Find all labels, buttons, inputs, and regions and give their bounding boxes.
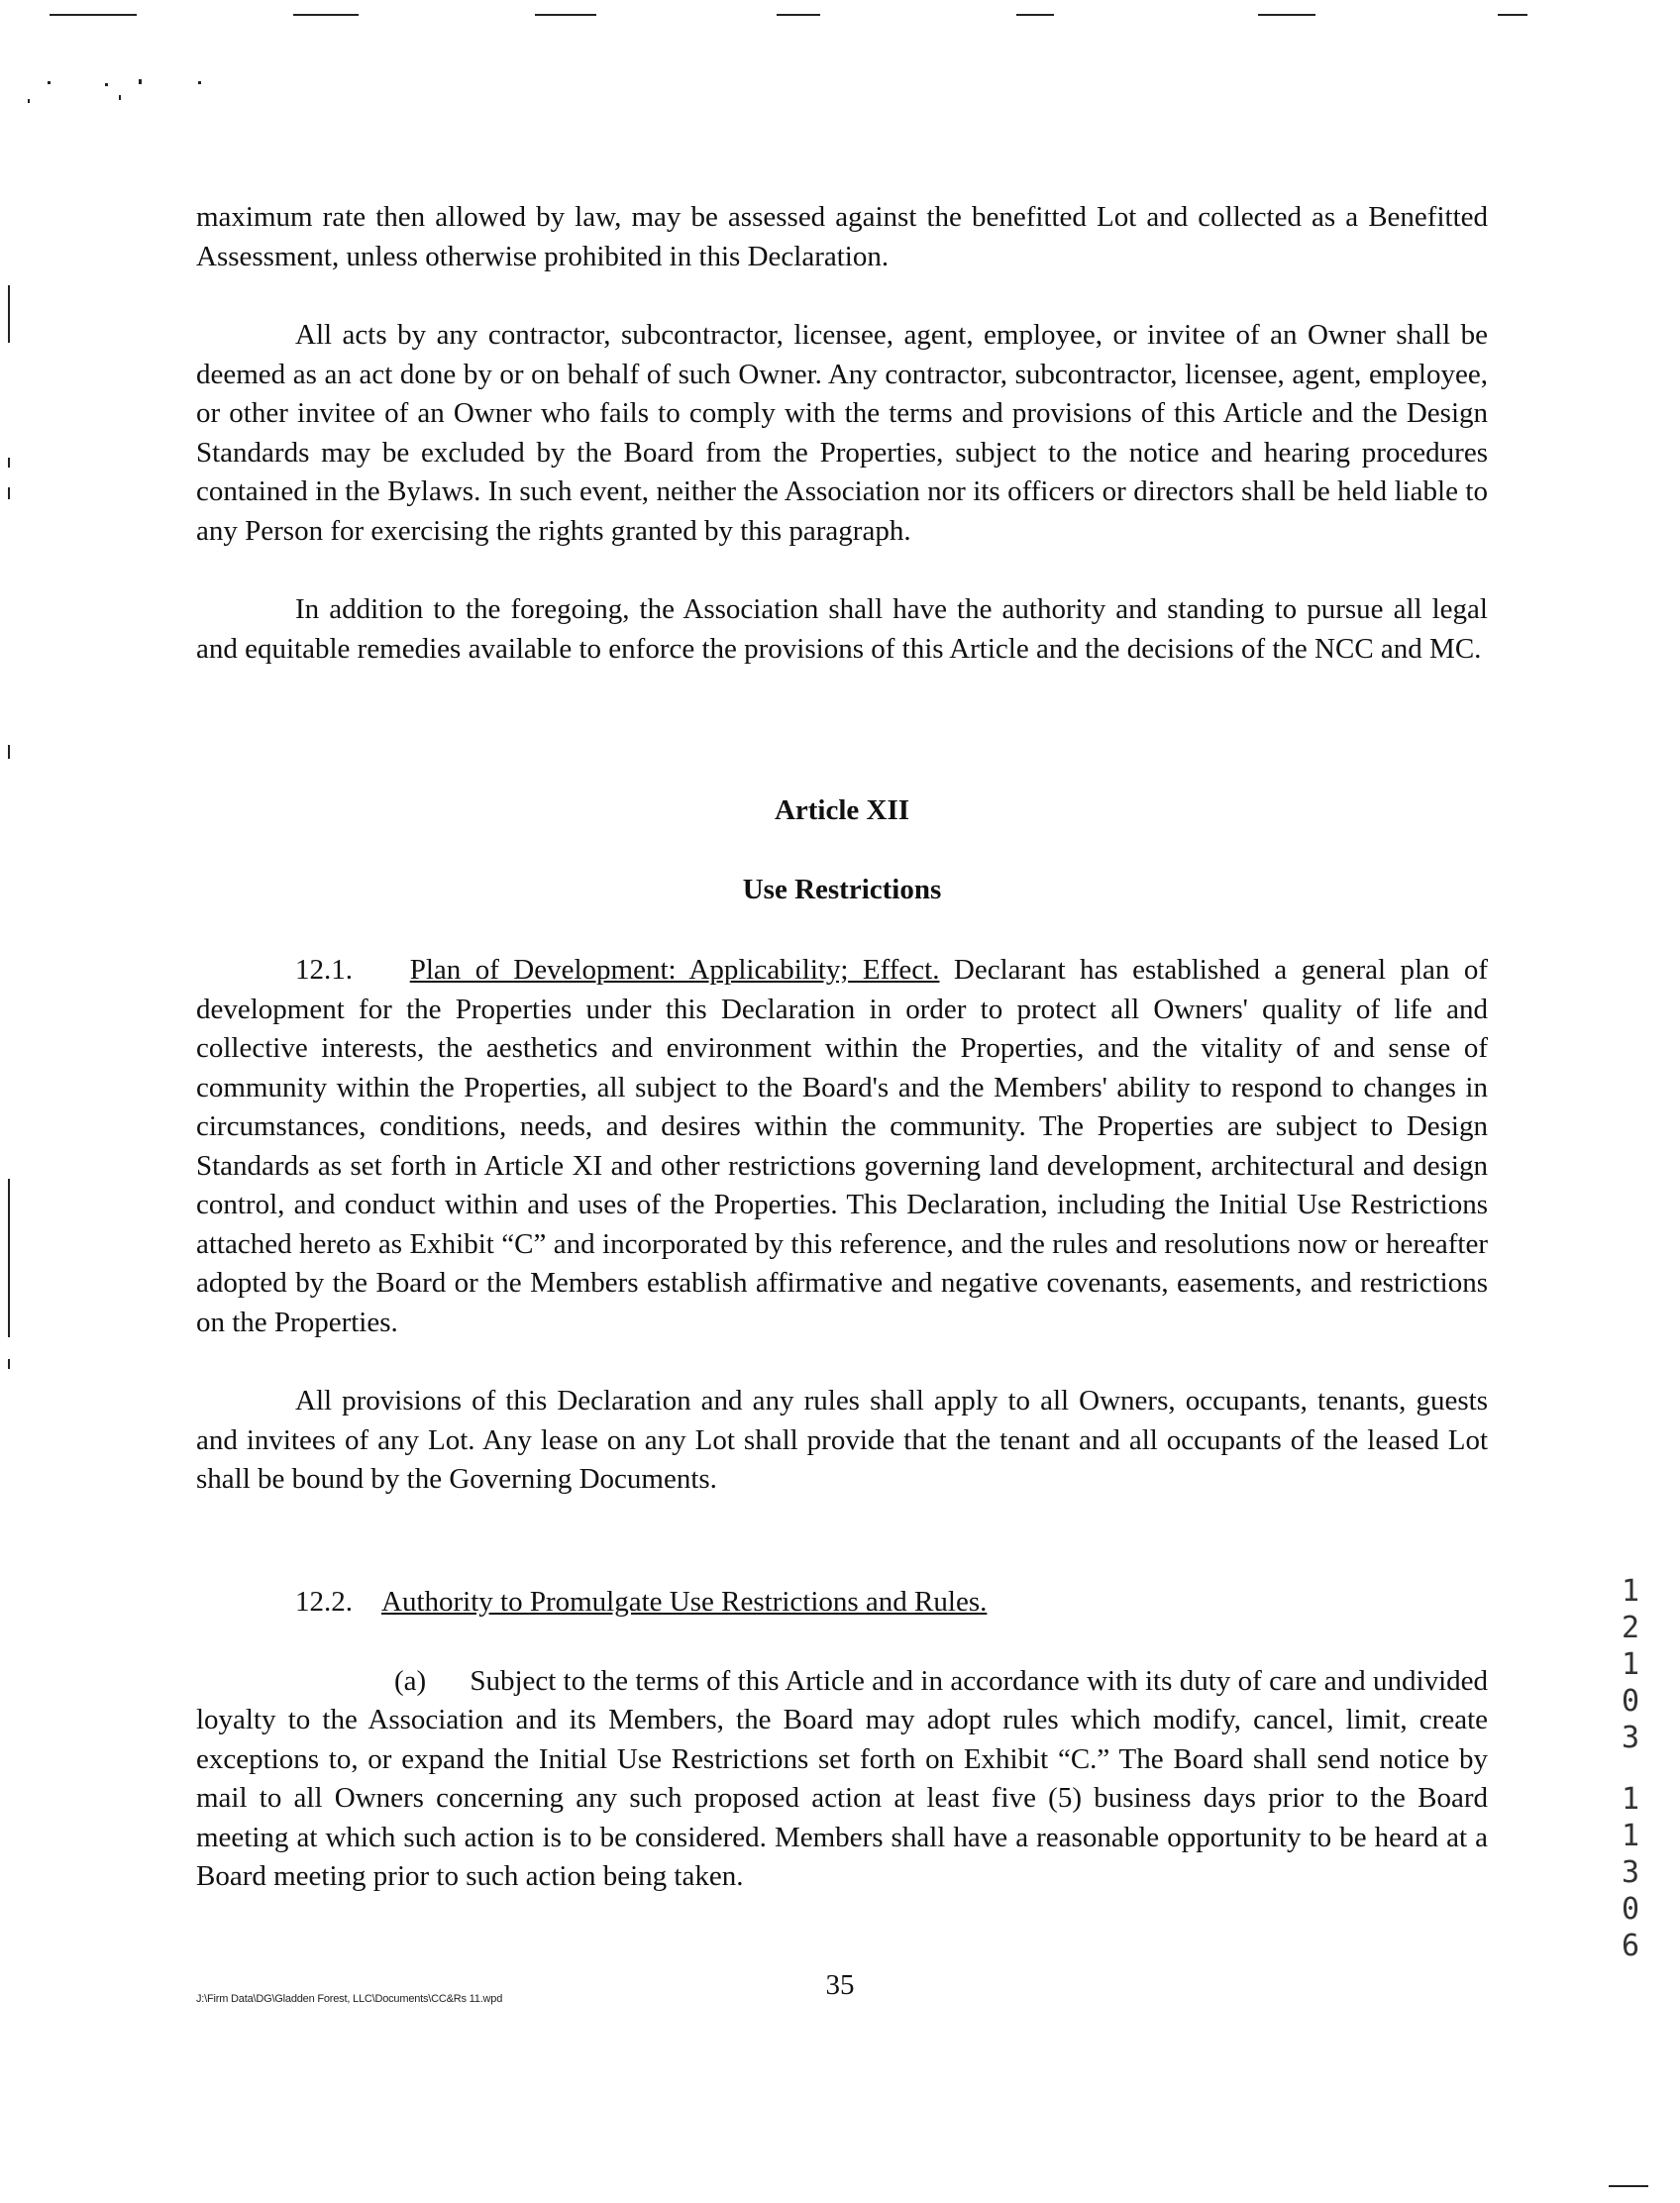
scan-artifact-speck: [139, 79, 142, 84]
article-number: Article XII: [774, 794, 910, 826]
scan-artifact-top-line-3: [535, 14, 596, 16]
paragraph-remedies: In addition to the foregoing, the Association shall have the authority and standing to pursue all legal and equitable remedies available to enforce the provisions of this Article and the decisions of the NCC and MC.: [196, 593, 1488, 665]
scan-artifact-margin-line: [8, 1179, 10, 1337]
section-12-1-body: Declarant has established a general plan of development for the Properties under this Declaration in order to protect all Owners' quality of life and collective interests, the aesthetics and environment within the Properties, and the vitality of and sense of community within the Properties, all subject to the Board's and the Members' ability to respond to changes in circumstances, conditions, needs, and desires within the community. The Properties are subject to Design Standards as set forth in Article XI and other restrictions governing land development, architectural and design control, and conduct within and uses of the Properties. This Declaration, including the Initial Use Restrictions attached hereto as Exhibit “C” and incorporated by this reference, and the rules and resolutions now or hereafter adopted by the Board or the Members establish affirmative and negative covenants, easements, and restrictions on the Properties.: [196, 954, 1488, 1338]
scan-artifact-top-line-1: [50, 14, 137, 16]
stamp-digit: 1: [1621, 1819, 1640, 1853]
scan-artifact-top-line-5: [1016, 14, 1054, 16]
stamp-digit: 1: [1621, 1782, 1640, 1817]
section-12-2-title: Authority to Promulgate Use Restrictions and Rules.: [381, 1586, 988, 1618]
scan-artifact-speck: [119, 95, 121, 100]
scan-artifact-bottom-line: [1609, 2185, 1648, 2187]
top-paragraphs: [196, 198, 1488, 669]
scan-artifact-top-line-7: [1498, 14, 1527, 16]
section-12-1-paragraph-2: All provisions of this Declaration and any rules shall apply to all Owners, occupants, tenants, guests and invitees of any Lot. Any lease on any Lot shall provide that the tenant and all occupants of the leased Lot shall be bound by the Governing Documents.: [196, 1385, 1488, 1495]
scan-artifact-speck: [28, 99, 30, 103]
scan-artifact-top-line-6: [1258, 14, 1315, 16]
section-12-1-title: Plan of Development: Applicability; Effect.: [409, 954, 940, 986]
stamp-digit: 6: [1621, 1929, 1640, 1963]
scan-artifact-top-line-2: [293, 14, 359, 16]
stamp-digit: 3: [1621, 1721, 1640, 1755]
scan-artifact-margin-line: [8, 487, 10, 499]
section-12-2-subsection-a: [196, 1662, 1488, 1897]
paragraph-continued: maximum rate then allowed by law, may be assessed against the benefitted Lot and collected as a Benefitted Assessment, unless otherwise prohibited in this Declaration.: [196, 201, 1488, 272]
recording-stamp-page: [1611, 1781, 1650, 1964]
scan-artifact-speck: [105, 83, 108, 86]
section-12-1: [196, 951, 1488, 1500]
section-12-1-number: 12.1.: [295, 954, 353, 986]
stamp-digit: 3: [1621, 1855, 1640, 1890]
file-path-footer: J:\Firm Data\DG\Gladden Forest, LLC\Documents\CC&Rs 11.wpd: [196, 1993, 503, 2005]
article-title: Use Restrictions: [742, 874, 942, 905]
stamp-digit: 2: [1621, 1611, 1640, 1645]
page-number: 35: [825, 1969, 855, 2001]
subsection-a-body: Subject to the terms of this Article and in accordance with its duty of care and undivided loyalty to the Association and its Members, the Board may adopt rules which modify, cancel, limit, create exceptions to, or expand the Initial Use Restrictions set forth on Exhibit “C.” The Board shall send notice by mail to all Owners concerning any such proposed action at least five (5) business days prior to the Board meeting at which such action is to be considered. Members shall have a reasonable opportunity to be heard at a Board meeting prior to such action being taken.: [196, 1664, 1488, 1892]
scan-artifact-margin-line: [8, 745, 10, 759]
stamp-digit: 0: [1621, 1892, 1640, 1927]
section-12-1-paragraph: [196, 951, 1488, 1342]
scan-artifact-margin-line: [8, 285, 10, 343]
paragraph-contractors: All acts by any contractor, subcontractor, licensee, agent, employee, or invitee of an Owner shall be deemed as an act done by or on behalf of such Owner. Any contractor, subcontractor, licensee, agent, employee, or other invitee of an Owner who fails to comply with the terms and provisions of this Article and the Design Standards may be excluded by the Board from the Properties, subject to the notice and hearing procedures contained in the Bylaws. In such event, neither the Association nor its officers or directors shall be held liable to any Person for exercising the rights granted by this paragraph.: [196, 319, 1488, 547]
scan-artifact-margin-line: [8, 458, 10, 468]
scan-artifact-top-line-4: [777, 14, 820, 16]
subsection-a-label: (a): [394, 1664, 427, 1697]
scan-artifact-speck: [198, 81, 201, 84]
stamp-digit: 1: [1621, 1574, 1640, 1609]
scan-artifact-speck: [48, 81, 51, 84]
section-12-2-heading: [196, 1583, 1488, 1623]
stamp-digit: 0: [1621, 1684, 1640, 1719]
stamp-digit: 1: [1621, 1647, 1640, 1682]
section-12-2: [196, 1583, 1488, 1897]
scan-artifact-margin-line: [8, 1359, 10, 1369]
recording-stamp-book: [1611, 1573, 1650, 1756]
section-12-2-number: 12.2.: [295, 1586, 353, 1618]
